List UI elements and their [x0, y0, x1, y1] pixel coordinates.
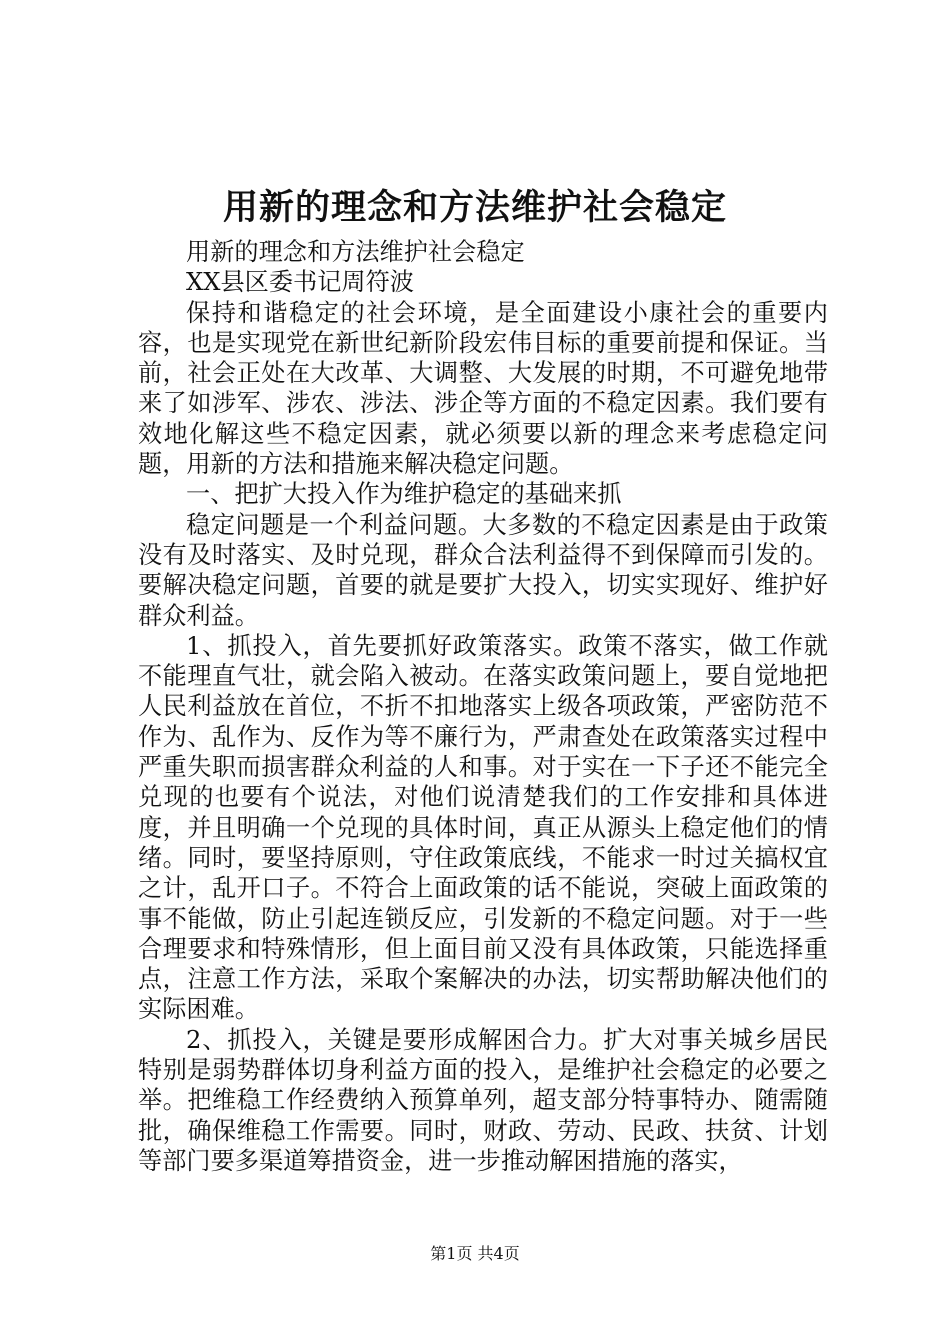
page-footer: 第1页 共4页 — [430, 1244, 520, 1263]
paragraph-point-1: 1、抓投入，首先要抓好政策落实。政策不落实，做工作就不能理直气壮，就会陷入被动。在落实政策问题上，要自觉地把人民利益放在首位，不折不扣地落实上级各项政策，严密防范不作为、乱作为、反作为等不廉行为，严肃查处在政策落实过程中严重失职而损害群众利益的人和事。对于实在一下子还不能完全兑现的也要有个说法，对他们说清楚我们的工作安排和具体进度，并且明确一个兑现的具体时间，真正从源头上稳定他们的情绪。同时，要坚持原则，守住政策底线，不能求一时过关搞权宜之计，乱开口子。不符合上面政策的话不能说，突破上面政策的事不能做，防止引起连锁反应，引发新的不稳定问题。对于一些合理要求和特殊情形，但上面目前又没有具体政策，只能选择重点，注意工作方法，采取个案解决的办法，切实帮助解决他们的实际困难。 — [138, 631, 828, 1024]
document-body — [138, 237, 828, 1176]
paragraph-point-2: 2、抓投入，关键是要形成解困合力。扩大对事关城乡居民特别是弱势群体切身利益方面的投入，是维护社会稳定的必要之举。把维稳工作经费纳入预算单列，超支部分特事特办、随需随批，确保维稳工作需要。同时，财政、劳动、民政、扶贫、计划等部门要多渠道筹措资金，进一步推动解困措施的落实， — [138, 1025, 828, 1175]
document-title: 用新的理念和方法维护社会稳定 — [222, 187, 727, 228]
paragraph-section-1: 稳定问题是一个利益问题。大多数的不稳定因素是由于政策没有及时落实、及时兑现，群众合法利益得不到保障而引发的。要解决稳定问题，首要的就是要扩大投入，切实实现好、维护好群众利益。 — [138, 510, 828, 630]
paragraph-author: XX县区委书记周符波 — [186, 268, 414, 297]
section-heading-1: 一、把扩大投入作为维护稳定的基础来抓 — [186, 480, 622, 509]
paragraph-intro: 保持和谐稳定的社会环境，是全面建设小康社会的重要内容，也是实现党在新世纪新阶段宏伟目标的重要前提和保证。当前，社会正处在大改革、大调整、大发展的时期，不可避免地带来了如涉军、涉农、涉法、涉企等方面的不稳定因素。我们要有效地化解这些不稳定因素，就必须要以新的理念来考虑稳定问题，用新的方法和措施来解决稳定问题。 — [138, 298, 828, 479]
paragraph-subtitle: 用新的理念和方法维护社会稳定 — [186, 238, 525, 266]
